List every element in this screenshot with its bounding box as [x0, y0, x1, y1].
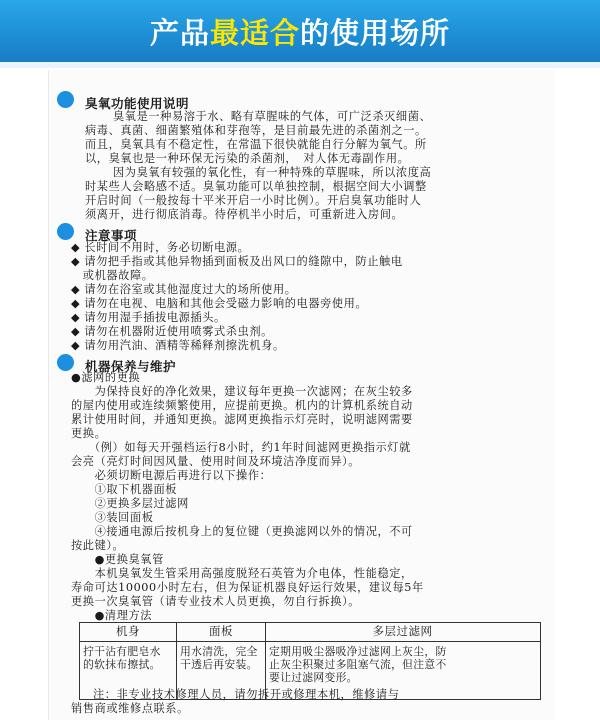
note-line: 注：非专业技术修理人员，请勿拆开或修理本机，维修请与 [93, 688, 400, 701]
maintenance-line: ●清理方法 [71, 609, 153, 622]
section-ozone-heading: 臭氧功能使用说明 [85, 94, 189, 112]
banner-title-pre: 产品 [149, 16, 210, 50]
bullet-circle-icon [57, 223, 74, 240]
maintenance-line: 的屋内使用或连续频繁使用，应提前更换。机内的计算机系统自动 [71, 399, 413, 412]
maintenance-line: 更换一次臭氧管（请专业技术人员更换，勿自行拆换）。 [71, 595, 361, 608]
ozone-text-line: 须离开，进行彻底消毒。待停机半小时后，可重新进入房间。 [85, 208, 404, 221]
maintenance-line: ●更换臭氧管 [71, 553, 164, 566]
note-line: 销售商或维修点联系。 [71, 702, 189, 715]
maintenance-line: （例）如每天开强档运行8小时，约1年时间滤网更换指示灯就 [71, 441, 411, 454]
maintenance-line: 本机臭氧发生管采用高强度脱羟石英管为介电体，性能稳定， [71, 567, 413, 580]
banner-title [0, 11, 600, 52]
table-header-body: 机身 [80, 625, 177, 699]
maintenance-line: ①取下机器面板 [71, 483, 178, 496]
maintenance-line: ●滤网的更换 [71, 371, 141, 384]
maintenance-line: ④接通电源后按机身上的复位键（更换滤网以外的情况，不可 [71, 525, 413, 538]
maintenance-line: 寿命可达10000小时左右，但为保证机器良好运行效果，建议每5年 [71, 581, 424, 594]
bullet-circle-icon [57, 91, 74, 108]
maintenance-line: 为保持良好的净化效果，建议每年更换一次滤网；在灰尘较多 [71, 385, 413, 398]
banner-title-highlight: 最适合 [209, 16, 300, 50]
bullet-circle-icon [57, 354, 74, 371]
ozone-text-line: 时某些人会略感不适。臭氧功能可以单独控制，根据空间大小调整 [85, 180, 427, 193]
precaution-item: ◆ 请勿用汽油、酒精等稀释剂擦洗机身。 [71, 339, 285, 352]
table-cell-body: 拧干沾有肥皂水 的软抹布擦拭。 [83, 645, 161, 671]
table-header-filter: 多层过滤网 [372, 624, 433, 638]
precaution-item: ◆ 请勿在电视、电脑和其他会受磁力影响的电器旁使用。 [71, 297, 368, 310]
table-cell-panel: 用水清洗，完全 干透后再安装。 [180, 645, 258, 671]
maintenance-line: 更换。 [71, 427, 107, 440]
table-header-panel: 面板 [177, 625, 266, 699]
ozone-text-line: 臭氧是一种易溶于水、略有草腥味的气体，可广泛杀灭细菌、 [113, 110, 432, 123]
maintenance-line: 按此键）。 [71, 539, 125, 552]
maintenance-line: 会亮（亮灯时间因风量、使用时间及环境洁净度而异）。 [71, 455, 361, 468]
maintenance-line: ②更换多层过滤网 [71, 497, 189, 510]
ozone-text-line: 病毒、真菌、细菌繁殖体和芽孢等，是目前最先进的杀菌剂之一。 [85, 124, 427, 137]
precaution-item: ◆ 请勿在机器附近使用喷雾式杀虫剂。 [71, 325, 273, 338]
table-cell-filter: 定期用吸尘器吸净过滤网上灰尘，防 止灰尘积聚过多阻塞气流，但注意不 要让过滤网变形。 [269, 645, 447, 684]
banner-title-post: 的使用场所 [300, 16, 451, 50]
precaution-item: ◆ 长时间不用时，务必切断电源。 [71, 241, 250, 254]
precaution-item: ◆ 请勿在浴室或其他湿度过大的场所使用。 [71, 283, 297, 296]
section-precautions-heading: 注意事项 [85, 226, 137, 244]
ozone-text-line: 开启时间（一般按每十平米开启一小时比例）。开启臭氧功能时人 [85, 194, 422, 207]
banner-divider [0, 62, 600, 68]
section-maintenance-heading: 机器保养与维护 [85, 357, 176, 375]
ozone-text-line: 而且，臭氧具有不稳定性，在常温下很快就能自行分解为氧气。所 [85, 138, 427, 151]
precaution-item: 或机器故障。 [71, 269, 154, 282]
ozone-text-line: 因为臭氧有较强的氧化性，有一种特殊的草腥味，所以浓度高 [113, 166, 432, 179]
ozone-text-line: 以，臭氧也是一种环保无污染的杀菌剂， 对人体无毒副作用。 [85, 152, 410, 165]
banner [0, 0, 600, 62]
manual-page [48, 70, 555, 720]
maintenance-line: 累计使用时间，并通知更换。滤网更换指示灯亮时，说明滤网需要 [71, 413, 413, 426]
maintenance-line: 必须切断电源后再进行以下操作： [71, 469, 272, 482]
precaution-item: ◆ 请勿用湿手插拔电源插头。 [71, 311, 226, 324]
precaution-item: ◆ 请勿把手指或其他异物插到面板及出风口的缝隙中，防止触电 [71, 255, 403, 268]
maintenance-line: ③装回面板 [71, 511, 154, 524]
